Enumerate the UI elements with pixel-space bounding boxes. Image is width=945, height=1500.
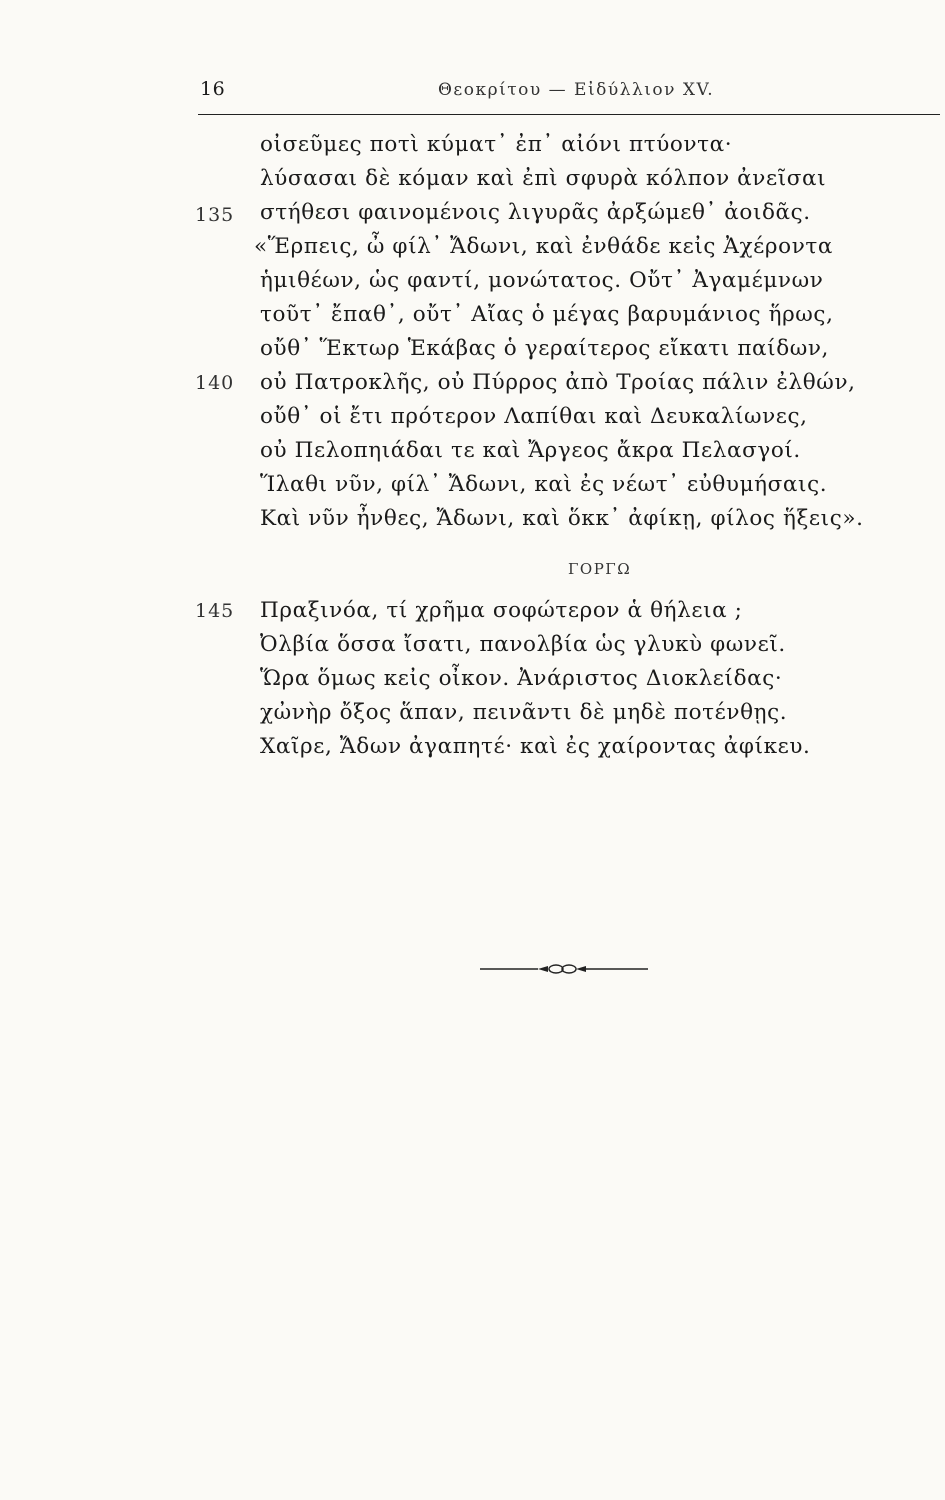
line-number: 140 bbox=[195, 372, 235, 394]
verse-line: Ὥρα ὅμως κεἰς οἶκον. Ἀνάριστος Διοκλείδας· bbox=[260, 666, 783, 691]
verse-line: Χαῖρε, Ἄδων ἀγαπητέ· καὶ ἐς χαίροντας ἀφίκευ. bbox=[260, 734, 811, 759]
verse-line: οὔθ᾽ Ἕκτωρ Ἑκάβας ὁ γεραίτερος εἴκατι παίδων, bbox=[260, 336, 829, 361]
running-title: Θεοκρίτου — Εἰδύλλιον XV. bbox=[438, 80, 715, 100]
verse-line: ἡμιθέων, ὡς φαντί, μονώτατος. Οὔτ᾽ Ἀγαμέμνων bbox=[260, 268, 824, 293]
header-rule bbox=[198, 114, 940, 115]
verse-line: χὠνὴρ ὄξος ἅπαν, πεινᾶντι δὲ μηδὲ ποτένθῃς. bbox=[260, 700, 788, 725]
speaker-heading: ΓΟΡΓΩ bbox=[568, 560, 632, 578]
verse-line: οἰσεῦμες ποτὶ κύματ᾽ ἐπ᾽ αἰόνι πτύοντα· bbox=[260, 132, 733, 157]
verse-line: «Ἕρπεις, ὦ φίλ᾽ Ἄδωνι, καὶ ἐνθάδε κεἰς Ἀχέροντα bbox=[254, 234, 833, 259]
page-number: 16 bbox=[200, 78, 226, 100]
verse-line: οὐ Πατροκλῆς, οὐ Πύρρος ἀπὸ Τροίας πάλιν ἐλθών, bbox=[260, 370, 856, 395]
page-header bbox=[200, 78, 940, 108]
verse-line: οὐ Πελοπηιάδαι τε καὶ Ἄργεος ἄκρα Πελασγοί. bbox=[260, 438, 801, 463]
line-number: 145 bbox=[195, 600, 235, 622]
verse-line: στήθεσι φαινομένοις λιγυρᾶς ἀρξώμεθ᾽ ἀοιδᾶς. bbox=[260, 200, 811, 225]
verse-line: Ὀλβία ὅσσα ἴσατι, πανολβία ὡς γλυκὺ φωνεῖ. bbox=[260, 632, 786, 657]
verse-line: λύσασαι δὲ κόμαν καὶ ἐπὶ σφυρὰ κόλπον ἀνεῖσαι bbox=[260, 166, 827, 191]
verse-line: Πραξινόα, τί χρῆμα σοφώτερον ἁ θήλεια ; bbox=[260, 598, 743, 623]
verse-line: Ἵλαθι νῦν, φίλ᾽ Ἄδωνι, καὶ ἐς νέωτ᾽ εὐθυμήσαις. bbox=[260, 472, 828, 497]
verse-line: οὔθ᾽ οἱ ἔτι πρότερον Λαπίθαι καὶ Δευκαλίωνες, bbox=[260, 404, 808, 429]
verse-line: Καὶ νῦν ἦνθες, Ἄδωνι, καὶ ὅκκ᾽ ἀφίκῃ, φίλος ἥξεις». bbox=[260, 506, 864, 531]
verse-line: τοῦτ᾽ ἔπαθ᾽, οὔτ᾽ Αἴας ὁ μέγας βαρυμάνιος ἥρως, bbox=[260, 302, 834, 327]
line-number: 135 bbox=[195, 204, 235, 226]
tail-piece-ornament-icon bbox=[480, 962, 648, 976]
